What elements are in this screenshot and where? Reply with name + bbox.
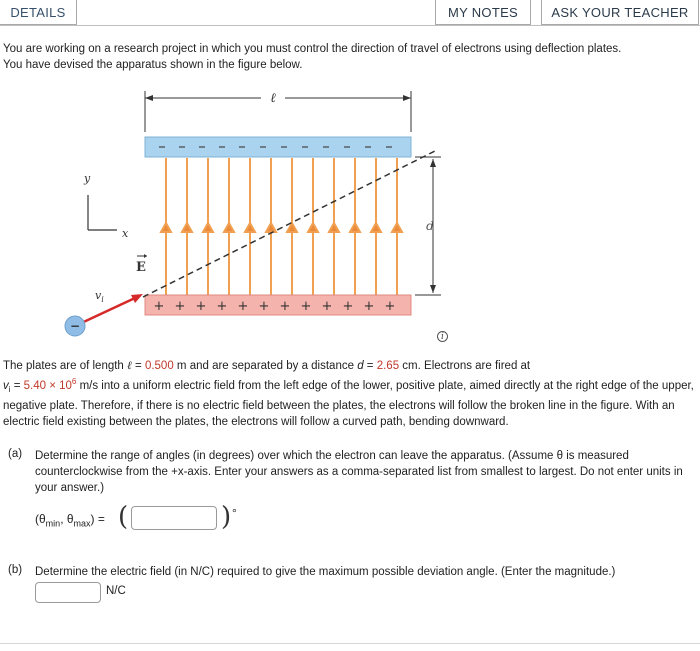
velocity-value: $5.40 \times 10^6$ (23, 377, 77, 392)
part-b-text: Determine the electric field (in N/C) required to give the maximum possible deviation angle. (Enter the magnitude.) (35, 566, 616, 578)
deflection-plates-figure (55, 85, 455, 347)
svg-text:+: + (321, 299, 333, 314)
intro-line-1: You are working on a research project in which you must control the direction of travel of electrons using deflection plates. (3, 43, 622, 55)
svg-text:+: + (342, 299, 354, 314)
intro-line-2: You have devised the apparatus shown in the figure below. (3, 59, 303, 71)
svg-text:+: + (174, 299, 186, 314)
close-paren: ) (221, 502, 232, 532)
header-divider (0, 25, 700, 26)
distance-value: 2.65 (376, 360, 400, 372)
svg-text:+: + (384, 299, 396, 314)
svg-text:+: + (279, 299, 291, 314)
electric-field-input[interactable] (35, 582, 101, 603)
part-a-label: (a) (8, 448, 23, 460)
details-tab[interactable]: DETAILS (0, 0, 77, 25)
footer-divider (0, 643, 700, 644)
field-label: E (136, 260, 146, 275)
electric-field-lines (161, 158, 402, 295)
length-value: 0.500 (144, 360, 174, 372)
y-axis-label: y (84, 172, 91, 185)
svg-text:+: + (153, 299, 165, 314)
my-notes-button[interactable]: MY NOTES (435, 0, 531, 25)
problem-statement: The plates are of length ℓ = 0.500 m and are separated by a distance d = 2.65 cm. Electrons are fired at $v_i = 5.40 \times 10^6$ m/s into a uniform electric field from the left edge of the lower, positive plate, aimed directly at the right edge of the upper, negative plate. Therefore, if there is no electric field between the plates, the electrons will follow the broken line in the figure. With an electric field existing between the plates, the electrons will follow a curved path, bending downward. (3, 358, 694, 429)
svg-text:+: + (216, 299, 228, 314)
part-b-label: (b) (8, 564, 23, 576)
n-per-c-unit: N/C (106, 585, 126, 597)
svg-text:+: + (363, 299, 375, 314)
info-icon[interactable]: i (437, 331, 448, 342)
svg-text:+: + (258, 299, 270, 314)
svg-text:+: + (237, 299, 249, 314)
ask-teacher-button[interactable]: ASK YOUR TEACHER (541, 0, 699, 25)
svg-text:−: − (69, 319, 81, 333)
open-paren: ( (118, 502, 129, 532)
part-a-lhs: ($\theta_{min}$, $\theta_{max}$) = (35, 512, 105, 529)
angle-range-input[interactable] (131, 506, 217, 530)
velocity-label: $v_i$ (95, 289, 104, 304)
length-label: ℓ (270, 91, 276, 106)
svg-text:+: + (195, 299, 207, 314)
part-a-text: Determine the range of angles (in degrees) over which the electron can leave the apparatus. (Assume θ is measured counterclockwise from the +x-axis. Enter your answers as a comma-separated list from smallest to largest. Do not enter units in your answer.) (35, 450, 683, 494)
d-label: d (426, 219, 434, 233)
degree-unit: ° (232, 506, 237, 520)
svg-text:+: + (300, 299, 312, 314)
x-axis-label: x (122, 227, 129, 240)
